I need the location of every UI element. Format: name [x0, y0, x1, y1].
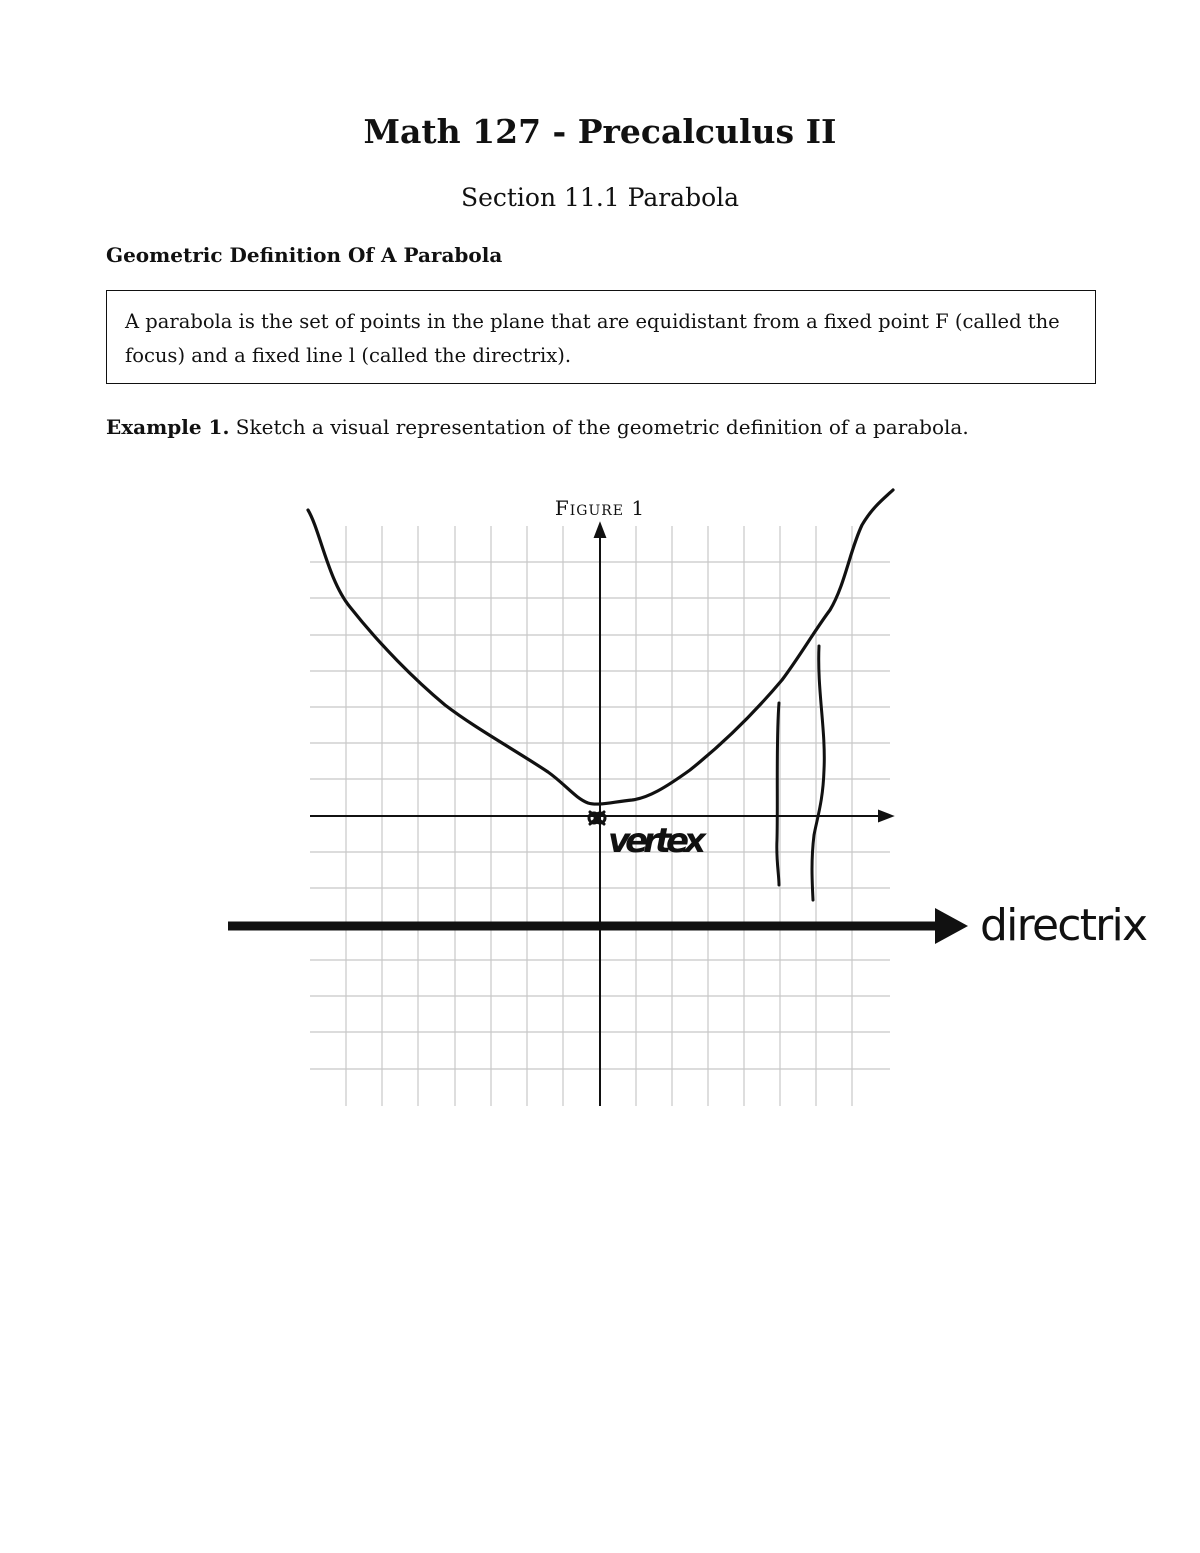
- distance-marks: [777, 646, 824, 900]
- directrix-arrow-icon: [935, 908, 968, 944]
- y-axis-arrow-icon: [595, 524, 605, 537]
- definition-line-2: focus) and a fixed line l (called the directrix).: [125, 344, 572, 367]
- page-title: Math 127 - Precalculus II: [363, 112, 837, 151]
- section-subtitle: Section 11.1 Parabola: [460, 183, 740, 212]
- example-label: Example 1.: [106, 415, 230, 439]
- figure-caption: Figure 1: [554, 496, 646, 520]
- section-heading: Geometric Definition Of A Parabola: [106, 243, 503, 267]
- directrix-label: directrix: [980, 900, 1148, 951]
- example-text: Sketch a visual representation of the geometric definition of a parabola.: [235, 415, 969, 439]
- vertex-marker: [589, 812, 605, 824]
- vertex-label: vertex: [608, 821, 706, 861]
- x-axis-arrow-icon: [879, 811, 892, 821]
- directrix-line: [228, 908, 968, 944]
- definition-line-1: A parabola is the set of points in the plane that are equidistant from a fixed point F (called the: [125, 310, 1060, 333]
